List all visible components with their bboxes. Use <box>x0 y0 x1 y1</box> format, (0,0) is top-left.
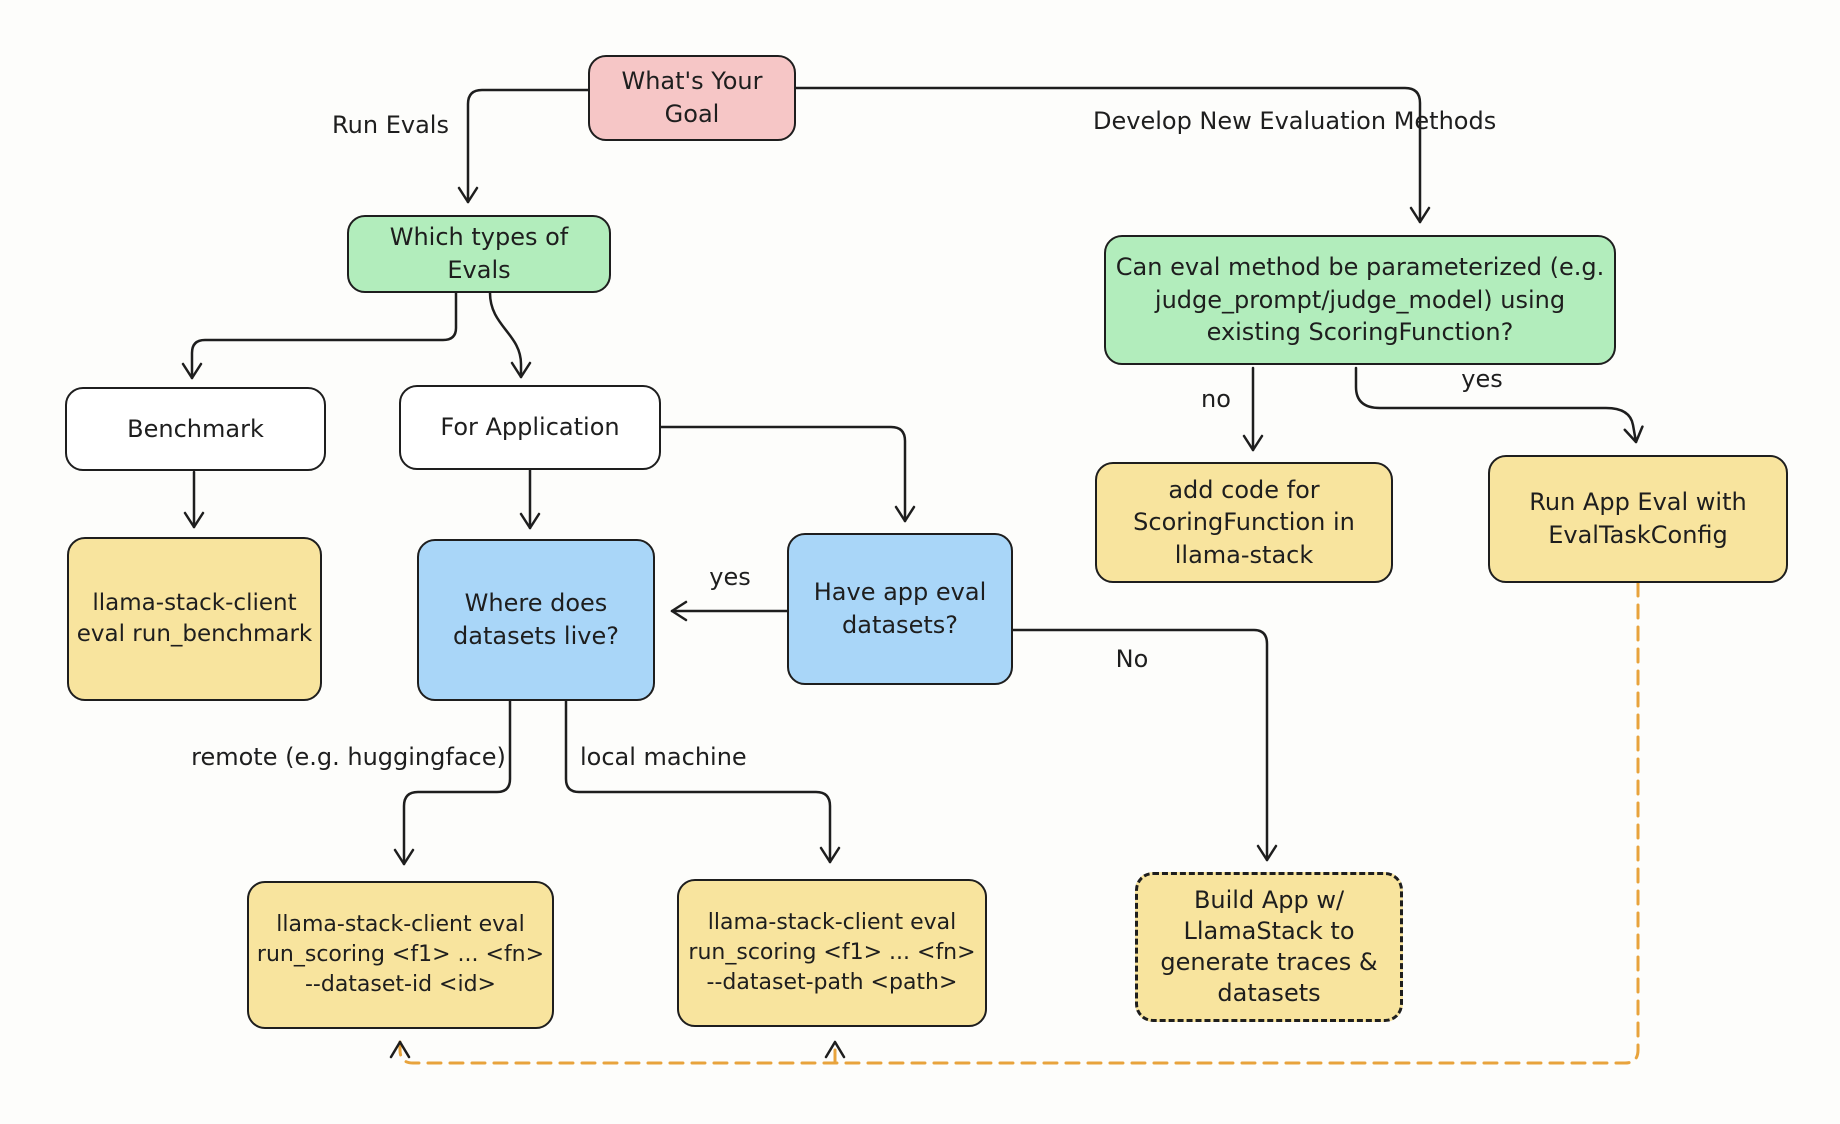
node-text: datasets? <box>842 611 958 639</box>
node-add-code-for-scoringfunction <box>1095 462 1393 583</box>
node-text: add code for <box>1168 475 1320 504</box>
node-where-does-datasets-live <box>417 539 655 701</box>
node-text: llama-stack-client eval <box>276 912 525 938</box>
node-text: Which types of <box>389 223 569 252</box>
node-text: judge_prompt/judge_model) using <box>1154 285 1566 314</box>
node-text: Evals <box>447 256 511 284</box>
node-run-app-eval-with-evaltaskconfig <box>1488 455 1788 583</box>
node-text: Benchmark <box>127 414 264 443</box>
edge-goal-to-which-types <box>468 90 588 202</box>
node-text: llama-stack <box>1174 540 1314 569</box>
node-text: existing ScoringFunction? <box>1206 318 1514 347</box>
node-text: ScoringFunction in <box>1133 508 1355 537</box>
node-text: EvalTaskConfig <box>1548 521 1728 549</box>
node-run-scoring-dataset-path-command <box>677 879 987 1027</box>
edge-for-application-to-have-datasets <box>661 427 905 521</box>
edge-label-run-evals: Run Evals <box>332 111 449 139</box>
node-text: Run App Eval with <box>1529 488 1747 517</box>
node-whats-your-goal <box>588 55 796 141</box>
node-text: For Application <box>440 413 620 442</box>
edge-label-yes-right: yes <box>1461 365 1503 393</box>
node-text: datasets live? <box>453 622 619 650</box>
node-text: Can eval method be parameterized (e.g. <box>1115 253 1605 282</box>
node-text: llama-stack-client eval <box>707 910 957 936</box>
node-text: datasets <box>1217 979 1321 1008</box>
edge-label-local-machine: local machine <box>580 743 747 771</box>
node-run-scoring-dataset-id-command <box>247 881 554 1029</box>
edge-where-datasets-local-to-run-scoring-path <box>566 701 830 862</box>
node-text: llama-stack-client <box>92 589 297 616</box>
edge-where-datasets-remote-to-run-scoring-id <box>404 701 510 864</box>
node-which-types-of-evals <box>347 215 611 293</box>
node-text: generate traces & <box>1160 948 1378 976</box>
edge-label-line: Methods <box>1393 107 1497 135</box>
node-have-app-eval-datasets <box>787 533 1013 685</box>
node-text: eval run_benchmark <box>76 621 313 647</box>
node-text: LlamaStack to <box>1183 916 1355 945</box>
edge-label-no-left: no <box>1201 385 1231 413</box>
node-text: Goal <box>664 100 720 128</box>
edge-which-types-to-for-application <box>490 293 521 377</box>
edge-label-no-mid: No <box>1115 645 1149 673</box>
node-text: Build App w/ <box>1193 885 1345 914</box>
node-text: Where does <box>464 589 608 618</box>
node-text: run_scoring <f1> ... <fn> <box>256 942 545 968</box>
node-for-application <box>399 385 661 470</box>
edge-label-line: Develop New Evaluation <box>1093 107 1387 135</box>
node-build-app-with-llamastack <box>1135 872 1403 1022</box>
edge-label-remote-huggingface: remote (e.g. huggingface) <box>191 743 506 771</box>
edge-which-types-to-benchmark <box>192 293 456 378</box>
node-text: run_scoring <f1> ... <fn> <box>688 940 976 966</box>
node-text: What's Your <box>621 67 763 96</box>
node-text: Have app eval <box>813 578 987 607</box>
node-text: --dataset-path <path> <box>706 969 958 995</box>
edge-label-yes-mid: yes <box>709 563 751 591</box>
node-run-benchmark-command <box>67 537 322 701</box>
node-can-eval-method-be-parameterized <box>1104 235 1616 365</box>
node-text: --dataset-id <id> <box>304 971 496 997</box>
edge-label-develop-new-evaluation-methods <box>1093 106 1497 136</box>
node-benchmark <box>65 387 326 471</box>
